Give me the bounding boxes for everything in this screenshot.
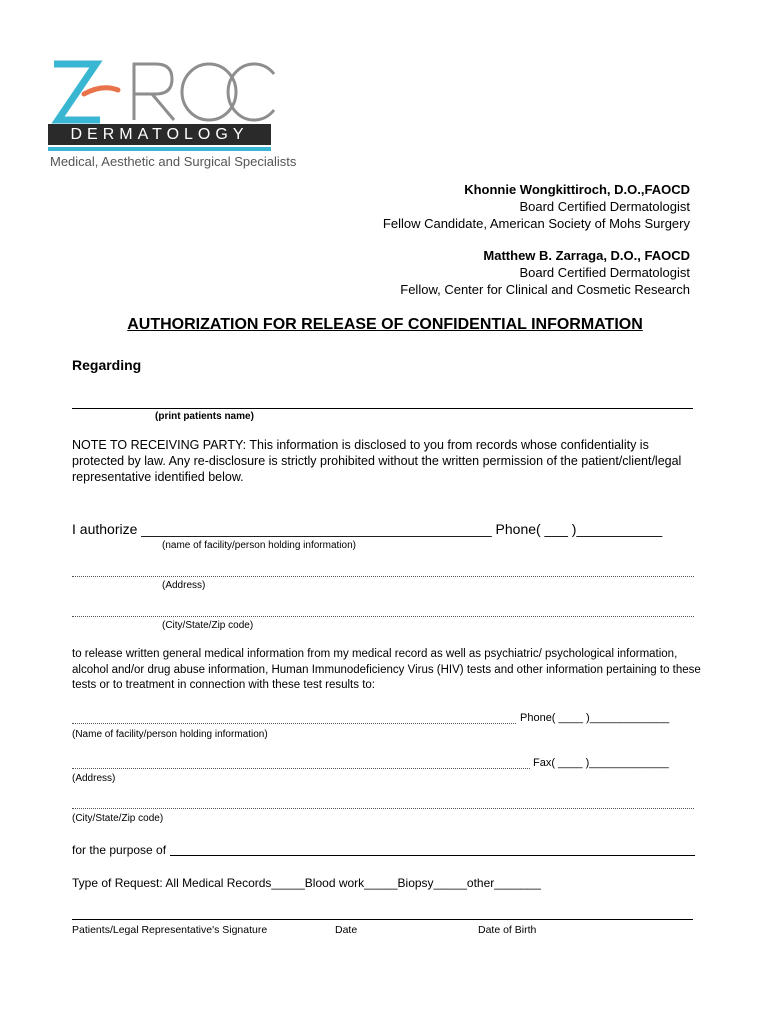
doctor-2 (400, 247, 690, 298)
i-authorize-line[interactable]: I authorize _____________________________________________ Phone( ___ )___________ (72, 521, 663, 537)
recipient-phone[interactable]: Phone( ____ )_____________ (520, 712, 670, 724)
city-line[interactable] (72, 616, 694, 617)
patient-name-label: (print patients name) (155, 411, 254, 422)
recipient-city-label: (City/State/Zip code) (72, 813, 164, 824)
logo-accent-bar (48, 147, 271, 151)
regarding-label: Regarding (72, 357, 142, 373)
doctor-1 (383, 181, 690, 232)
doctor-2-name: Matthew B. Zarraga, D.O., FAOCD (483, 248, 690, 263)
patient-name-line[interactable] (72, 408, 693, 409)
address-line[interactable] (72, 576, 694, 577)
city-label: (City/State/Zip code) (162, 620, 254, 631)
type-of-request[interactable]: Type of Request: All Medical Records_____Blood work_____Biopsy_____other_______ (72, 876, 541, 890)
doctor-2-line2: Fellow, Center for Clinical and Cosmetic Research (400, 282, 690, 297)
dermatology-banner: DERMATOLOGY (48, 124, 271, 145)
zroc-logo-mark (44, 58, 284, 126)
address-label: (Address) (162, 580, 206, 591)
form-title: AUTHORIZATION FOR RELEASE OF CONFIDENTIAL INFORMATION (127, 316, 643, 333)
signature-line[interactable] (72, 919, 693, 920)
purpose-line[interactable] (170, 855, 695, 856)
logo-tagline: Medical, Aesthetic and Surgical Specialists (50, 154, 297, 169)
recipient-name-line[interactable] (72, 723, 516, 724)
recipient-fax[interactable]: Fax( ____ )_____________ (533, 757, 669, 769)
recipient-address-line[interactable] (72, 768, 530, 769)
purpose-label: for the purpose of (72, 843, 167, 857)
doctor-1-line1: Board Certified Dermatologist (519, 199, 690, 214)
recipient-facility-label: (Name of facility/person holding information) (72, 729, 268, 740)
dob-label: Date of Birth (478, 924, 537, 936)
doctor-1-line2: Fellow Candidate, American Society of Mohs Surgery (382, 216, 690, 231)
recipient-city-line[interactable] (72, 808, 694, 809)
recipient-address-label: (Address) (72, 773, 116, 784)
signature-label: Patients/Legal Representative's Signature (72, 924, 268, 936)
facility-holding-label: (name of facility/person holding information) (162, 540, 356, 551)
doctor-2-line1: Board Certified Dermatologist (519, 265, 690, 280)
date-label: Date (335, 924, 358, 936)
note-to-receiving-party: NOTE TO RECEIVING PARTY: This information is disclosed to you from records whose confidentiality is protected by law. Any re-disclosure is strictly prohibited without the written permission of the patient/client/legal representative identified below. (72, 438, 682, 484)
release-paragraph: to release written general medical information from my medical record as well as psychiatric/ psychological information, alcohol and/or drug abuse information, Human Immunodeficiency Virus (HIV) tests and other information pertaining to these tests or to treatment in connection with these test results to: (72, 648, 701, 691)
doctor-1-name: Khonnie Wongkittiroch, D.O.,FAOCD (464, 182, 690, 197)
